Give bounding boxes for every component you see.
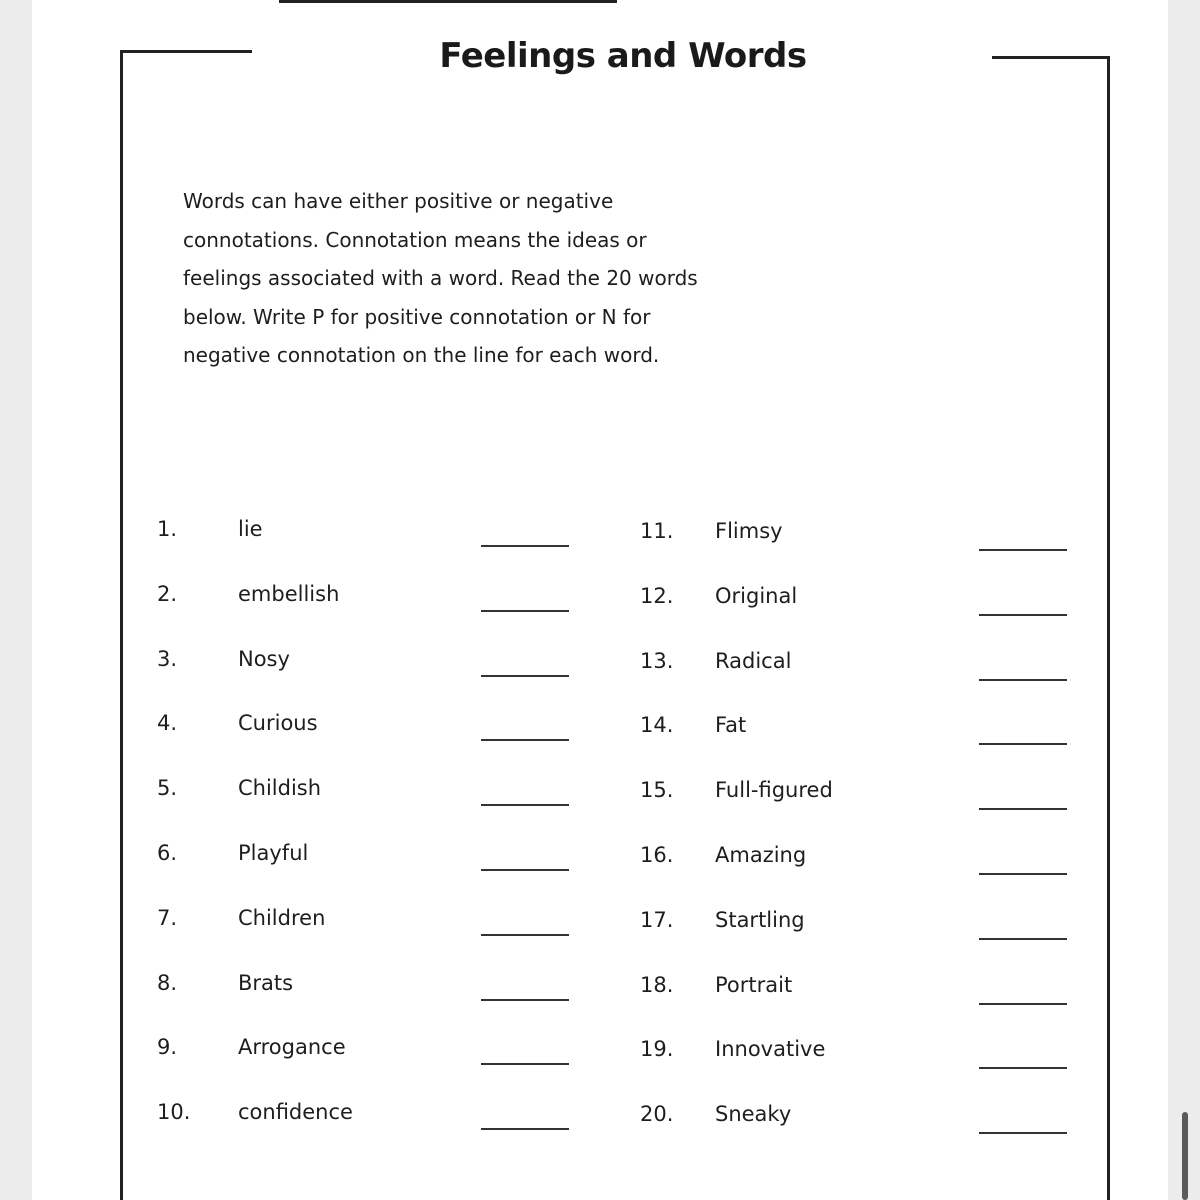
- answer-blank-line[interactable]: [979, 873, 1067, 875]
- item-number: 5.: [157, 776, 178, 801]
- item-number: 10.: [157, 1100, 191, 1125]
- answer-blank-line[interactable]: [481, 675, 569, 677]
- worksheet-title: Feelings and Words: [439, 36, 807, 76]
- item-word: confidence: [238, 1100, 353, 1125]
- answer-blank-line[interactable]: [979, 614, 1067, 616]
- answer-blank-line[interactable]: [979, 679, 1067, 681]
- item-number: 12.: [640, 583, 674, 608]
- item-number: 1.: [157, 517, 178, 541]
- item-word: Radical: [715, 648, 792, 673]
- answer-blank-line[interactable]: [979, 1132, 1067, 1134]
- item-word: Full-figured: [715, 778, 833, 803]
- answer-blank-line[interactable]: [481, 999, 569, 1001]
- item-word: lie: [238, 517, 263, 541]
- item-word: Playful: [238, 841, 309, 865]
- frame-left-border: [120, 50, 123, 1200]
- worksheet-page: [32, 0, 1168, 1200]
- answer-blank-line[interactable]: [979, 1067, 1067, 1069]
- answer-blank-line[interactable]: [979, 1003, 1067, 1005]
- item-word: Arrogance: [238, 1035, 346, 1060]
- item-number: 14.: [640, 713, 674, 738]
- answer-blank-line[interactable]: [481, 934, 569, 936]
- item-word: Curious: [238, 711, 318, 736]
- item-number: 8.: [157, 970, 178, 995]
- item-word: Startling: [715, 907, 805, 932]
- item-word: Original: [715, 583, 798, 608]
- answer-blank-line[interactable]: [481, 739, 569, 741]
- item-number: 4.: [157, 711, 178, 736]
- item-word: Sneaky: [715, 1102, 792, 1127]
- frame-right-border: [1107, 56, 1110, 1200]
- item-word: Flimsy: [715, 519, 783, 543]
- answer-blank-line[interactable]: [481, 610, 569, 612]
- answer-blank-line[interactable]: [481, 869, 569, 871]
- answer-blank-line[interactable]: [979, 938, 1067, 940]
- answer-blank-line[interactable]: [481, 545, 569, 547]
- item-number: 2.: [157, 581, 178, 606]
- answer-blank-line[interactable]: [481, 1128, 569, 1130]
- item-number: 17.: [640, 907, 674, 932]
- instructions-line: connotations. Connotation means the ideas or: [183, 227, 647, 252]
- answer-blank-line[interactable]: [979, 743, 1067, 745]
- item-number: 20.: [640, 1102, 674, 1127]
- item-word: Amazing: [715, 843, 807, 867]
- item-number: 9.: [157, 1035, 178, 1060]
- answer-blank-line[interactable]: [481, 1063, 569, 1065]
- item-word: Innovative: [715, 1037, 826, 1062]
- item-number: 16.: [640, 843, 674, 867]
- instructions-line: negative connotation on the line for each word.: [183, 343, 660, 367]
- answer-blank-line[interactable]: [979, 549, 1067, 551]
- item-number: 7.: [157, 905, 178, 930]
- item-number: 6.: [157, 841, 178, 865]
- item-word: embellish: [238, 581, 340, 606]
- item-word: Nosy: [238, 646, 290, 671]
- instructions-line: feelings associated with a word. Read the 20 words: [183, 266, 698, 290]
- item-word: Children: [238, 905, 326, 930]
- item-word: Childish: [238, 776, 322, 801]
- item-number: 11.: [640, 519, 674, 543]
- top-rule: [279, 0, 617, 3]
- item-number: 15.: [640, 778, 674, 803]
- item-word: Portrait: [715, 972, 793, 997]
- instructions: [183, 182, 723, 375]
- frame-top-left-rule: [120, 50, 252, 53]
- item-number: 3.: [157, 646, 178, 671]
- item-number: 19.: [640, 1037, 674, 1062]
- item-word: Brats: [238, 970, 294, 995]
- item-number: 13.: [640, 648, 674, 673]
- answer-blank-line[interactable]: [979, 808, 1067, 810]
- instructions-line: Words can have either positive or negative: [183, 189, 614, 213]
- answer-blank-line[interactable]: [481, 804, 569, 806]
- instructions-line: below. Write P for positive connotation or N for: [183, 304, 651, 329]
- item-number: 18.: [640, 972, 674, 997]
- frame-top-right-rule: [992, 56, 1110, 59]
- scrollbar-thumb[interactable]: [1182, 1112, 1188, 1200]
- item-word: Fat: [715, 713, 747, 738]
